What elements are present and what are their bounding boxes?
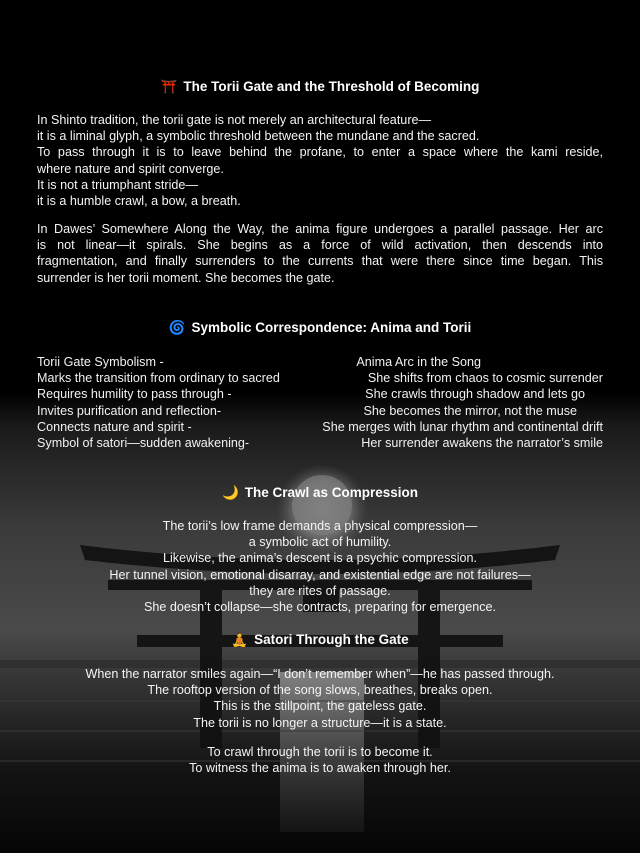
torii-cell: Torii Gate Symbolism - bbox=[37, 355, 164, 369]
intro-paragraph-2 bbox=[37, 221, 603, 286]
text-line: it is a humble crawl, a bow, a breath. bbox=[37, 194, 241, 209]
torii-cell: Symbol of satori—sudden awakening- bbox=[37, 435, 250, 450]
text-line: they are rites of passage. bbox=[249, 583, 391, 598]
text-line: a symbolic act of humility. bbox=[248, 535, 392, 550]
meditation-icon: 🧘 bbox=[231, 632, 249, 647]
section-title: Satori Through the Gate bbox=[254, 632, 409, 647]
text-line: In Dawes’ Somewhere Along the Way, the anima figure undergoes a parallel passage. Her arc bbox=[37, 222, 603, 236]
intro-paragraph-1 bbox=[37, 112, 603, 209]
table-row bbox=[37, 354, 603, 370]
anima-cell: Her surrender awakens the narrator’s smile bbox=[361, 435, 603, 450]
correspondence-table bbox=[37, 354, 603, 451]
text-line: To witness the anima is to awaken through her. bbox=[189, 761, 451, 776]
torii-cell: Requires humility to pass through - bbox=[37, 387, 232, 402]
text-line: When the narrator smiles again—“I don’t remember when”—he has passed through. bbox=[85, 667, 555, 681]
text-line: Her tunnel vision, emotional disarray, and existential edge are not failures— bbox=[109, 567, 531, 582]
crescent-moon-icon: 🌙 bbox=[221, 485, 239, 500]
text-line: The torii’s low frame demands a physical compression— bbox=[162, 519, 478, 533]
table-row bbox=[37, 386, 603, 402]
text-line: The torii is no longer a structure—it is a state. bbox=[193, 715, 447, 730]
torii-cell: Connects nature and spirit - bbox=[37, 419, 192, 434]
text-line: This is the stillpoint, the gateless gate. bbox=[213, 699, 427, 714]
text-line: It is not a triumphant stride— bbox=[37, 177, 198, 192]
table-row bbox=[37, 403, 603, 419]
anima-cell: She crawls through shadow and lets go bbox=[365, 387, 585, 402]
table-row bbox=[37, 370, 603, 386]
section-heading-correspondence bbox=[0, 320, 640, 336]
text-line: surrender is her torii moment. She becomes the gate. bbox=[37, 270, 335, 285]
table-row bbox=[37, 419, 603, 435]
section-title: The Crawl as Compression bbox=[244, 485, 419, 500]
closing-paragraph bbox=[0, 744, 640, 776]
text-line: Likewise, the anima’s descent is a psychic compression. bbox=[162, 551, 478, 566]
text-line: To pass through it is to leave behind the profane, to enter a space where the kami reside, bbox=[37, 145, 603, 160]
satori-paragraph bbox=[0, 666, 640, 731]
crawl-paragraph bbox=[0, 518, 640, 615]
section-title: The Torii Gate and the Threshold of Becoming bbox=[183, 79, 480, 94]
text-line: where nature and spirit converge. bbox=[37, 161, 224, 176]
text-line: it is a liminal glyph, a symbolic threshold between the mundane and the sacred. bbox=[37, 129, 480, 144]
torii-gate-icon: ⛩️ bbox=[160, 79, 178, 94]
text-line: fragmentation, and finally surrenders to the currents that were there since time began. This bbox=[37, 254, 603, 269]
text-line: In Shinto tradition, the torii gate is not merely an architectural feature— bbox=[37, 113, 432, 127]
table-row bbox=[37, 435, 603, 451]
text-line: is not linear—it spirals. She begins as a force of wild activation, then descends into bbox=[37, 238, 603, 253]
section-heading-torii bbox=[0, 79, 640, 95]
anima-cell: She becomes the mirror, not the muse bbox=[363, 403, 577, 418]
section-heading-satori bbox=[0, 632, 640, 648]
cyclone-icon: 🌀 bbox=[168, 320, 186, 335]
anima-cell: Anima Arc in the Song bbox=[356, 355, 481, 369]
section-title: Symbolic Correspondence: Anima and Torii bbox=[191, 320, 472, 335]
section-heading-crawl bbox=[0, 485, 640, 501]
torii-cell: Invites purification and reflection- bbox=[37, 403, 222, 418]
anima-cell: She merges with lunar rhythm and continental drift bbox=[322, 419, 603, 434]
anima-cell: She shifts from chaos to cosmic surrender bbox=[367, 371, 603, 386]
text-line: The rooftop version of the song slows, breathes, breaks open. bbox=[147, 683, 493, 698]
torii-cell: Marks the transition from ordinary to sacred bbox=[37, 371, 280, 386]
text-line: She doesn’t collapse—she contracts, preparing for emergence. bbox=[143, 600, 497, 615]
text-line: To crawl through the torii is to become it. bbox=[207, 745, 433, 759]
